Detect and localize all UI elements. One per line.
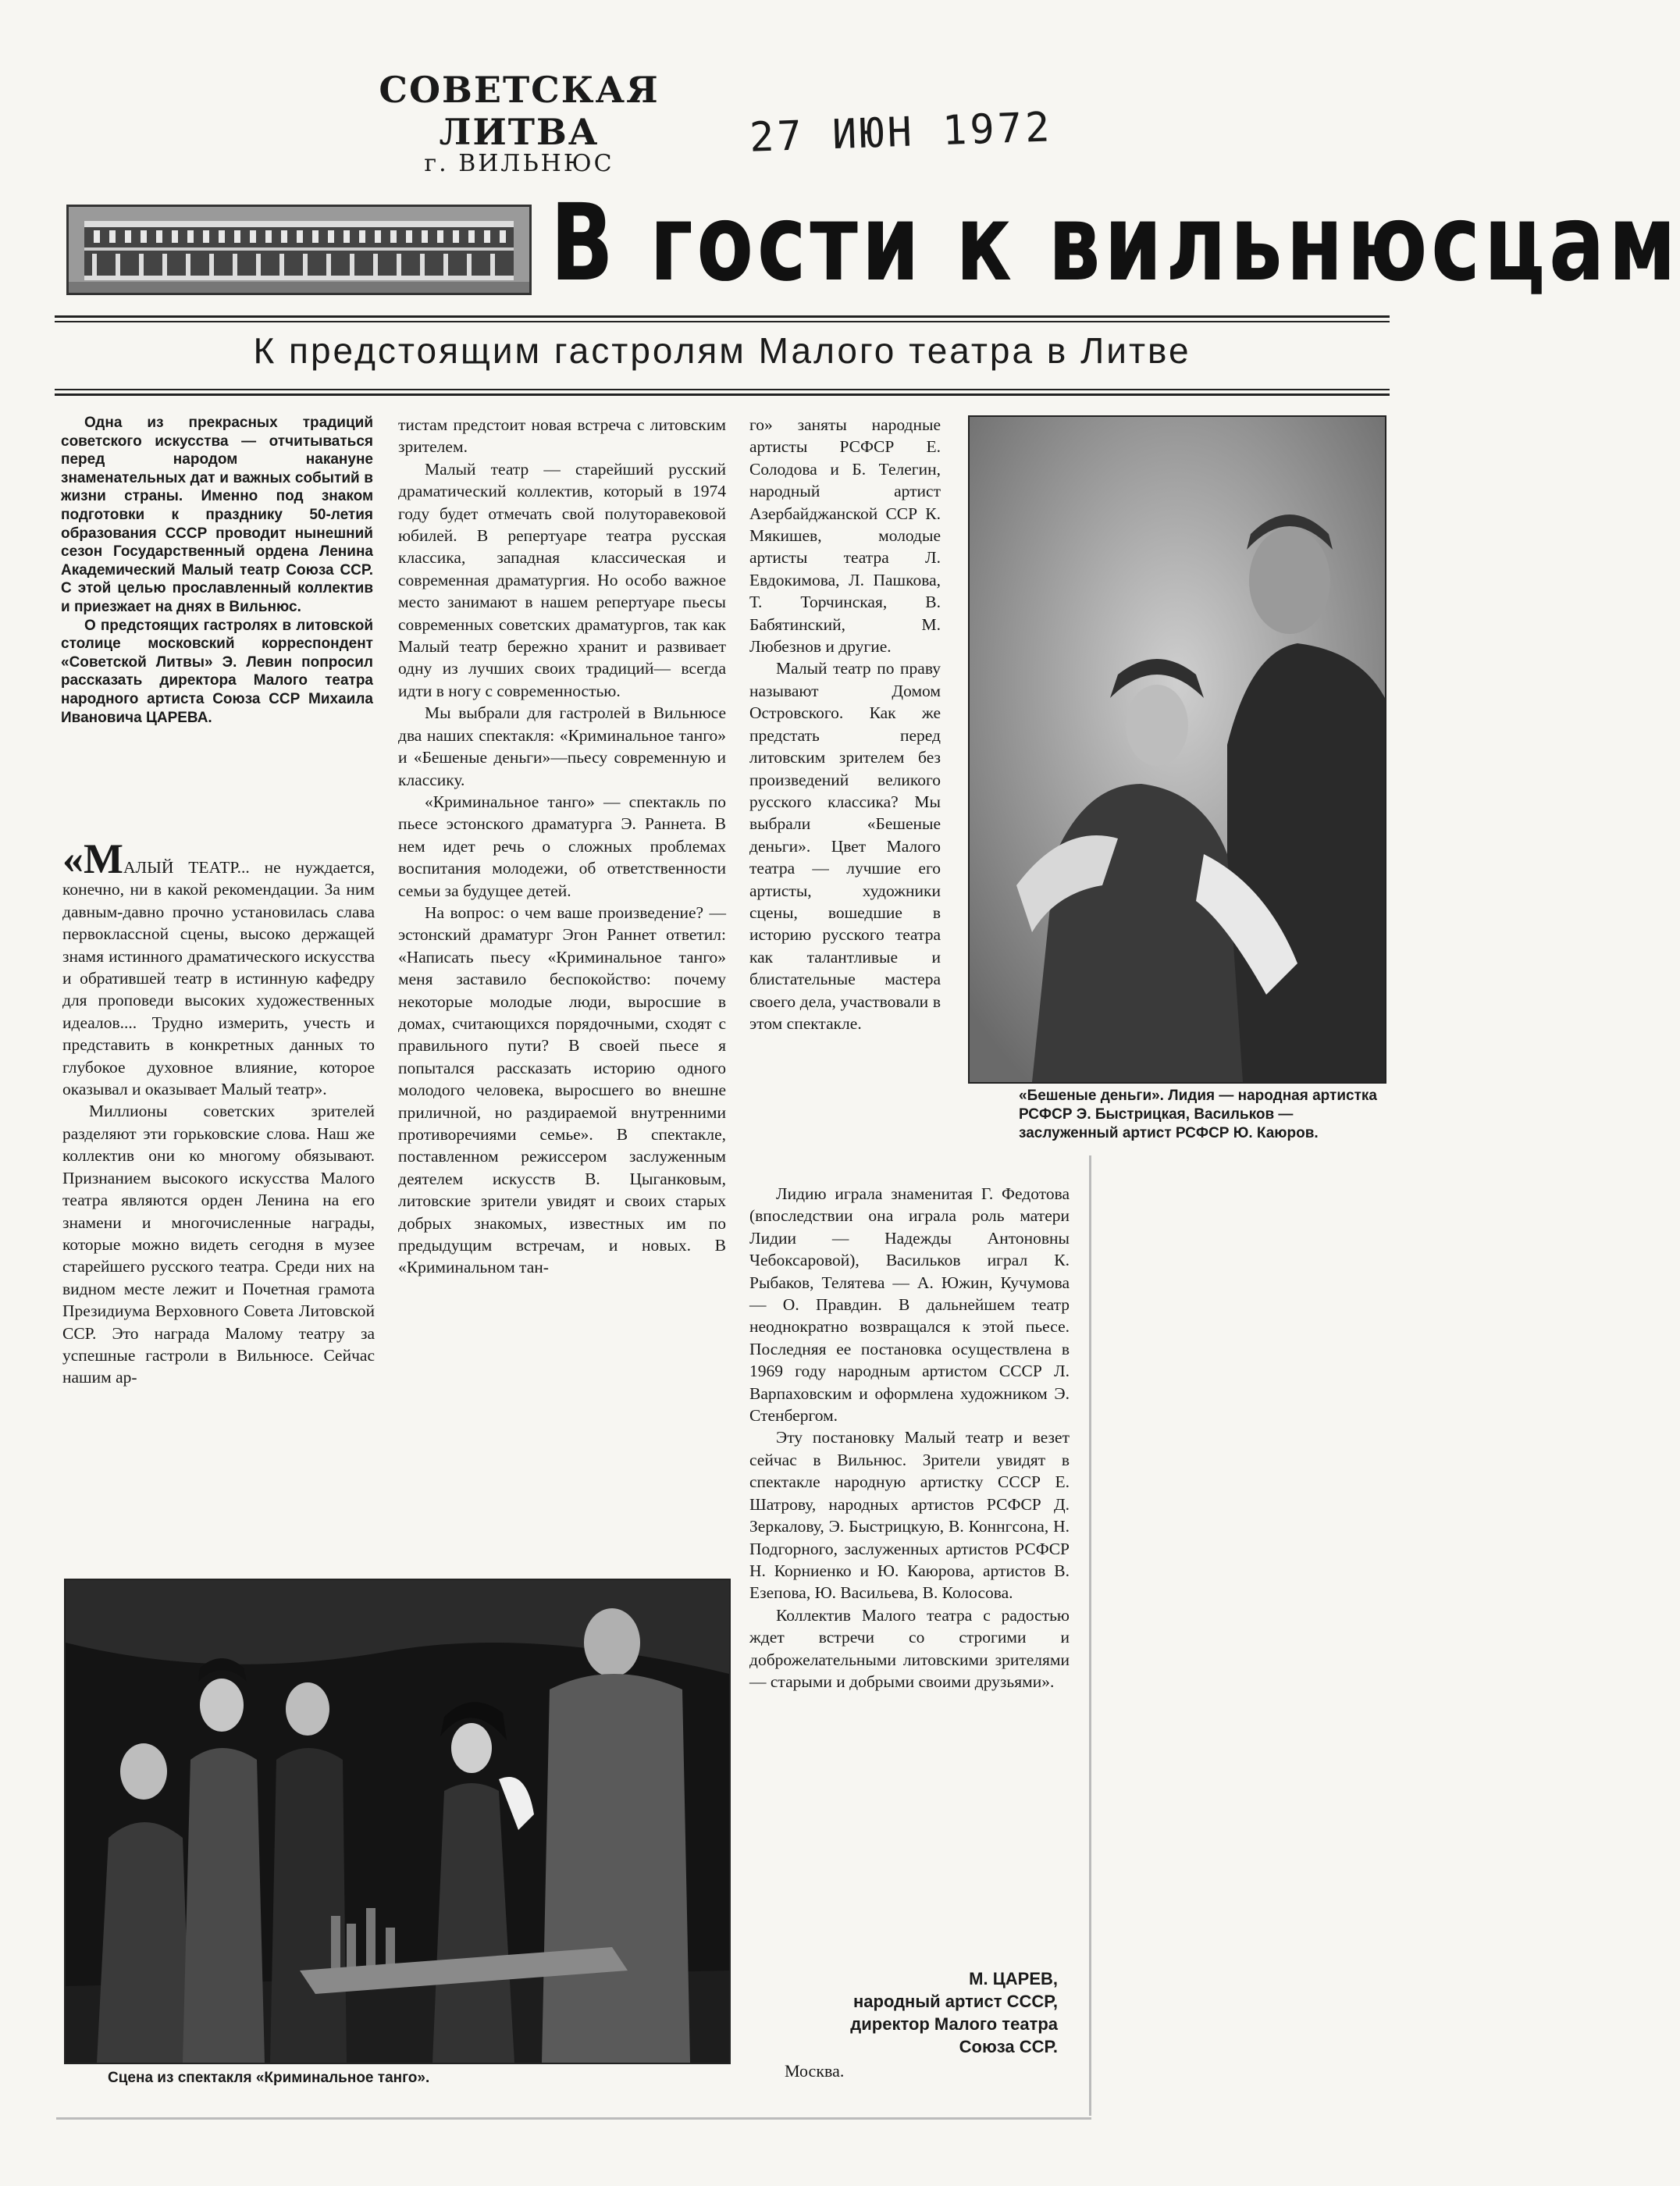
col3-paragraph-4: Коллектив Малого театра с радостью ждет встречи со строгими и доброжелательными литовскими зрителями — старыми и добрыми своими друзьями». bbox=[749, 1605, 1070, 1691]
author-signature bbox=[761, 1967, 1058, 2058]
dateline-place: Москва. bbox=[785, 2061, 845, 2081]
article-column-2 bbox=[398, 414, 726, 1279]
rule-top-1 bbox=[55, 315, 1390, 318]
col1-paragraph-2: Миллионы советских зрителей разделяют эти горьковские слова. Наш же коллектив они ко многому обязывают. Признанием высокого искусства Малого театра являются орден Ленина на его знамени и многочисленные награды, которые можно видеть сегодня в музее старейшего русского театра. Среди них на видном месте лежит и Почетная грамота Президиума Верховного Совета Литовской ССР. Это награда Малому театру за успешные гастроли в Вильнюсе. Сейчас нашим ар- bbox=[62, 1102, 375, 1387]
theatre-building-illustration bbox=[66, 205, 532, 295]
rule-top-2 bbox=[55, 321, 1390, 322]
photo-besheny-dengi bbox=[968, 415, 1386, 1084]
intro-paragraph-1: Одна из прекрасных традиций советского искусства — отчитываться перед народом накануне знаменательных дат и важных событий в жизни страны. Именно под знаком подготовки к празднику 50-летия образования СССР проводит нынешний сезон Государственный ордена Ленина Академический Малый театр Союза ССР. С этой целью прославленный коллектив и приезжает на днях в Вильнюс. bbox=[61, 415, 373, 615]
rule-sub-1 bbox=[55, 389, 1390, 390]
col3-paragraph-3: Эту постановку Малый театр и везет сейчас в Вильнюс. Зрители увидят в спектакле народную артистку СССР Е. Шатрову, народных артистов РСФСР Д. Зеркалову, Э. Быстрицкую, В. Коннгсона, Н. Подгорного, заслуженных артистов РСФСР Н. Корниенко и Ю. Каюрова, артистов В. Езепова, Ю. Васильева, В. Колосова. bbox=[749, 1428, 1070, 1603]
article-headline: В гости к вильнюсцам bbox=[550, 182, 1680, 305]
photo-2-caption: Сцена из спектакля «Криминальное танго». bbox=[108, 2070, 430, 2086]
drop-cap: «М bbox=[62, 835, 123, 882]
author-title-1: народный артист СССР, bbox=[852, 1992, 1058, 2011]
newspaper-name: СОВЕТСКАЯ ЛИТВА bbox=[379, 69, 660, 153]
col2-paragraph-4: На вопрос: о чем ваше произведение? — эстонский драматург Эгон Раннет ответил: «Написать пьесу «Криминальное танго» меня заставило беспокойство: почему некоторые молодые люди, выросшие в домах, считающихся порядочными, сходят с правильного пути? В своей пьесе я попытался рассказать историю одного молодого человека, выросшего во внешне приличной, но раздираемой внутренними противоречиями семье». В спектакле, поставленном режиссером заслуженным деятелем искусств В. Цыганковым, литовские зрители увидят и своих старых добрых знакомых, известных им по предыдущим встречам, и новых. В «Криминальном тан- bbox=[398, 903, 726, 1277]
col2-paragraph-2: Мы выбрали для гастролей в Вильнюсе два наших спектакля: «Криминальное танго» и «Бешеные деньги»—пьесу современную и классику. bbox=[398, 703, 726, 789]
photo-kriminalnoe-tango bbox=[64, 1579, 731, 2064]
article-column-3-continued bbox=[749, 1183, 1070, 1693]
rule-sub-2 bbox=[55, 393, 1390, 396]
article-column-1 bbox=[62, 835, 375, 1389]
col3-paragraph-1: Малый театр по праву называют Домом Островского. Как же предстать перед литовским зрителем без произведений великого русского классика? Мы выбрали «Бешеные деньги». Цвет Малого театра — лучшие его артисты, художники сцены, вошедшие в историю русского театра как талантливые и блистательные мастера своего дела, участвовали в этом спектакле. bbox=[749, 659, 941, 1033]
newspaper-stamp bbox=[336, 69, 703, 177]
article-subheadline: К предстоящим гастролям Малого театра в Литве bbox=[253, 330, 1191, 371]
col3-paragraph-0: го» заняты народные артисты РСФСР Е. Солодова и Б. Телегин, народный артист Азербайджанской ССР К. Мякишев, молодые артисты театра Л. Евдокимова, Л. Пашкова, Т. Торчинская, В. Бабятинский, М. Любезнов и другие. bbox=[749, 415, 941, 657]
newspaper-city: г. ВИЛЬНЮС bbox=[424, 150, 614, 177]
col2-paragraph-0: тистам предстоит новая встреча с литовским зрителем. bbox=[398, 415, 726, 457]
photo-1-caption: «Бешеные деньги». Лидия — народная артистка РСФСР Э. Быстрицкая, Васильков — заслуженный артист РСФСР Ю. Каюров. bbox=[1019, 1088, 1377, 1141]
col2-paragraph-1: Малый театр — старейший русский драматический коллектив, который в 1974 году будет отмечать свой полуторавековой юбилей. В репертуаре театра русская классика, западная классическая и современная драматургия. Но особо важное место занимают в нашем репертуаре пьесы современных советских драматургов, так как Малый театр бережно хранит и развивает одну из лучших своих традиций— всегда идти в ногу с современностью. bbox=[398, 459, 726, 700]
article-column-3 bbox=[749, 414, 941, 1034]
stamp-date: 27 ИЮН 1972 bbox=[749, 104, 1054, 162]
author-title-3: Союза ССР. bbox=[959, 2037, 1058, 2056]
author-title-2: директор Малого театра bbox=[850, 2014, 1058, 2034]
intro-paragraph-2: О предстоящих гастролях в литовской столице московский корреспондент «Советской Литвы» Э. Левин попросил рассказать директора Малого театра народного артиста Союза ССР Михаила Ивановича ЦАРЕВА. bbox=[61, 617, 373, 726]
col1-paragraph-1-text: АЛЫЙ ТЕАТР... не нуждается, конечно, ни в какой рекомендации. За ним давным-давно прочно установилась слава первоклассной сцены, высоко держащей знамя истинного драматического искусства и обратившей театр в истинную кафедру для проповеди высоких художественных идеалов.... Трудно измерить, учесть и представить в конкретных данных то глубокое духовное влияние, которое оказывал и оказывает Малый театр». bbox=[62, 858, 375, 1099]
author-name: М. ЦАРЕВ, bbox=[969, 1969, 1058, 1988]
clipping-edge-right bbox=[1089, 1155, 1091, 2116]
col3-paragraph-2: Лидию играла знаменитая Г. Федотова (впоследствии она играла роль матери Лидии — Надежды Антоновны Чебоксаровой), Васильков играл К. Рыбаков, Телятева — А. Южин, Кучумова — О. Правдин. В дальнейшем театр неоднократно возвращался к этой пьесе. Последняя ее постановка осуществлена в 1969 году народным артистом СССР Л. Варпаховским и оформлена художником Э. Стенбергом. bbox=[749, 1184, 1070, 1426]
clipping-edge-bottom bbox=[56, 2117, 1091, 2120]
col1-paragraph-1 bbox=[62, 835, 375, 1100]
article-intro bbox=[61, 414, 373, 727]
col2-paragraph-3: «Криминальное танго» — спектакль по пьесе эстонского драматурга Э. Раннета. В нем идет речь о сложных проблемах воспитания молодежи, об ответственности семьи за будущее детей. bbox=[398, 792, 726, 900]
